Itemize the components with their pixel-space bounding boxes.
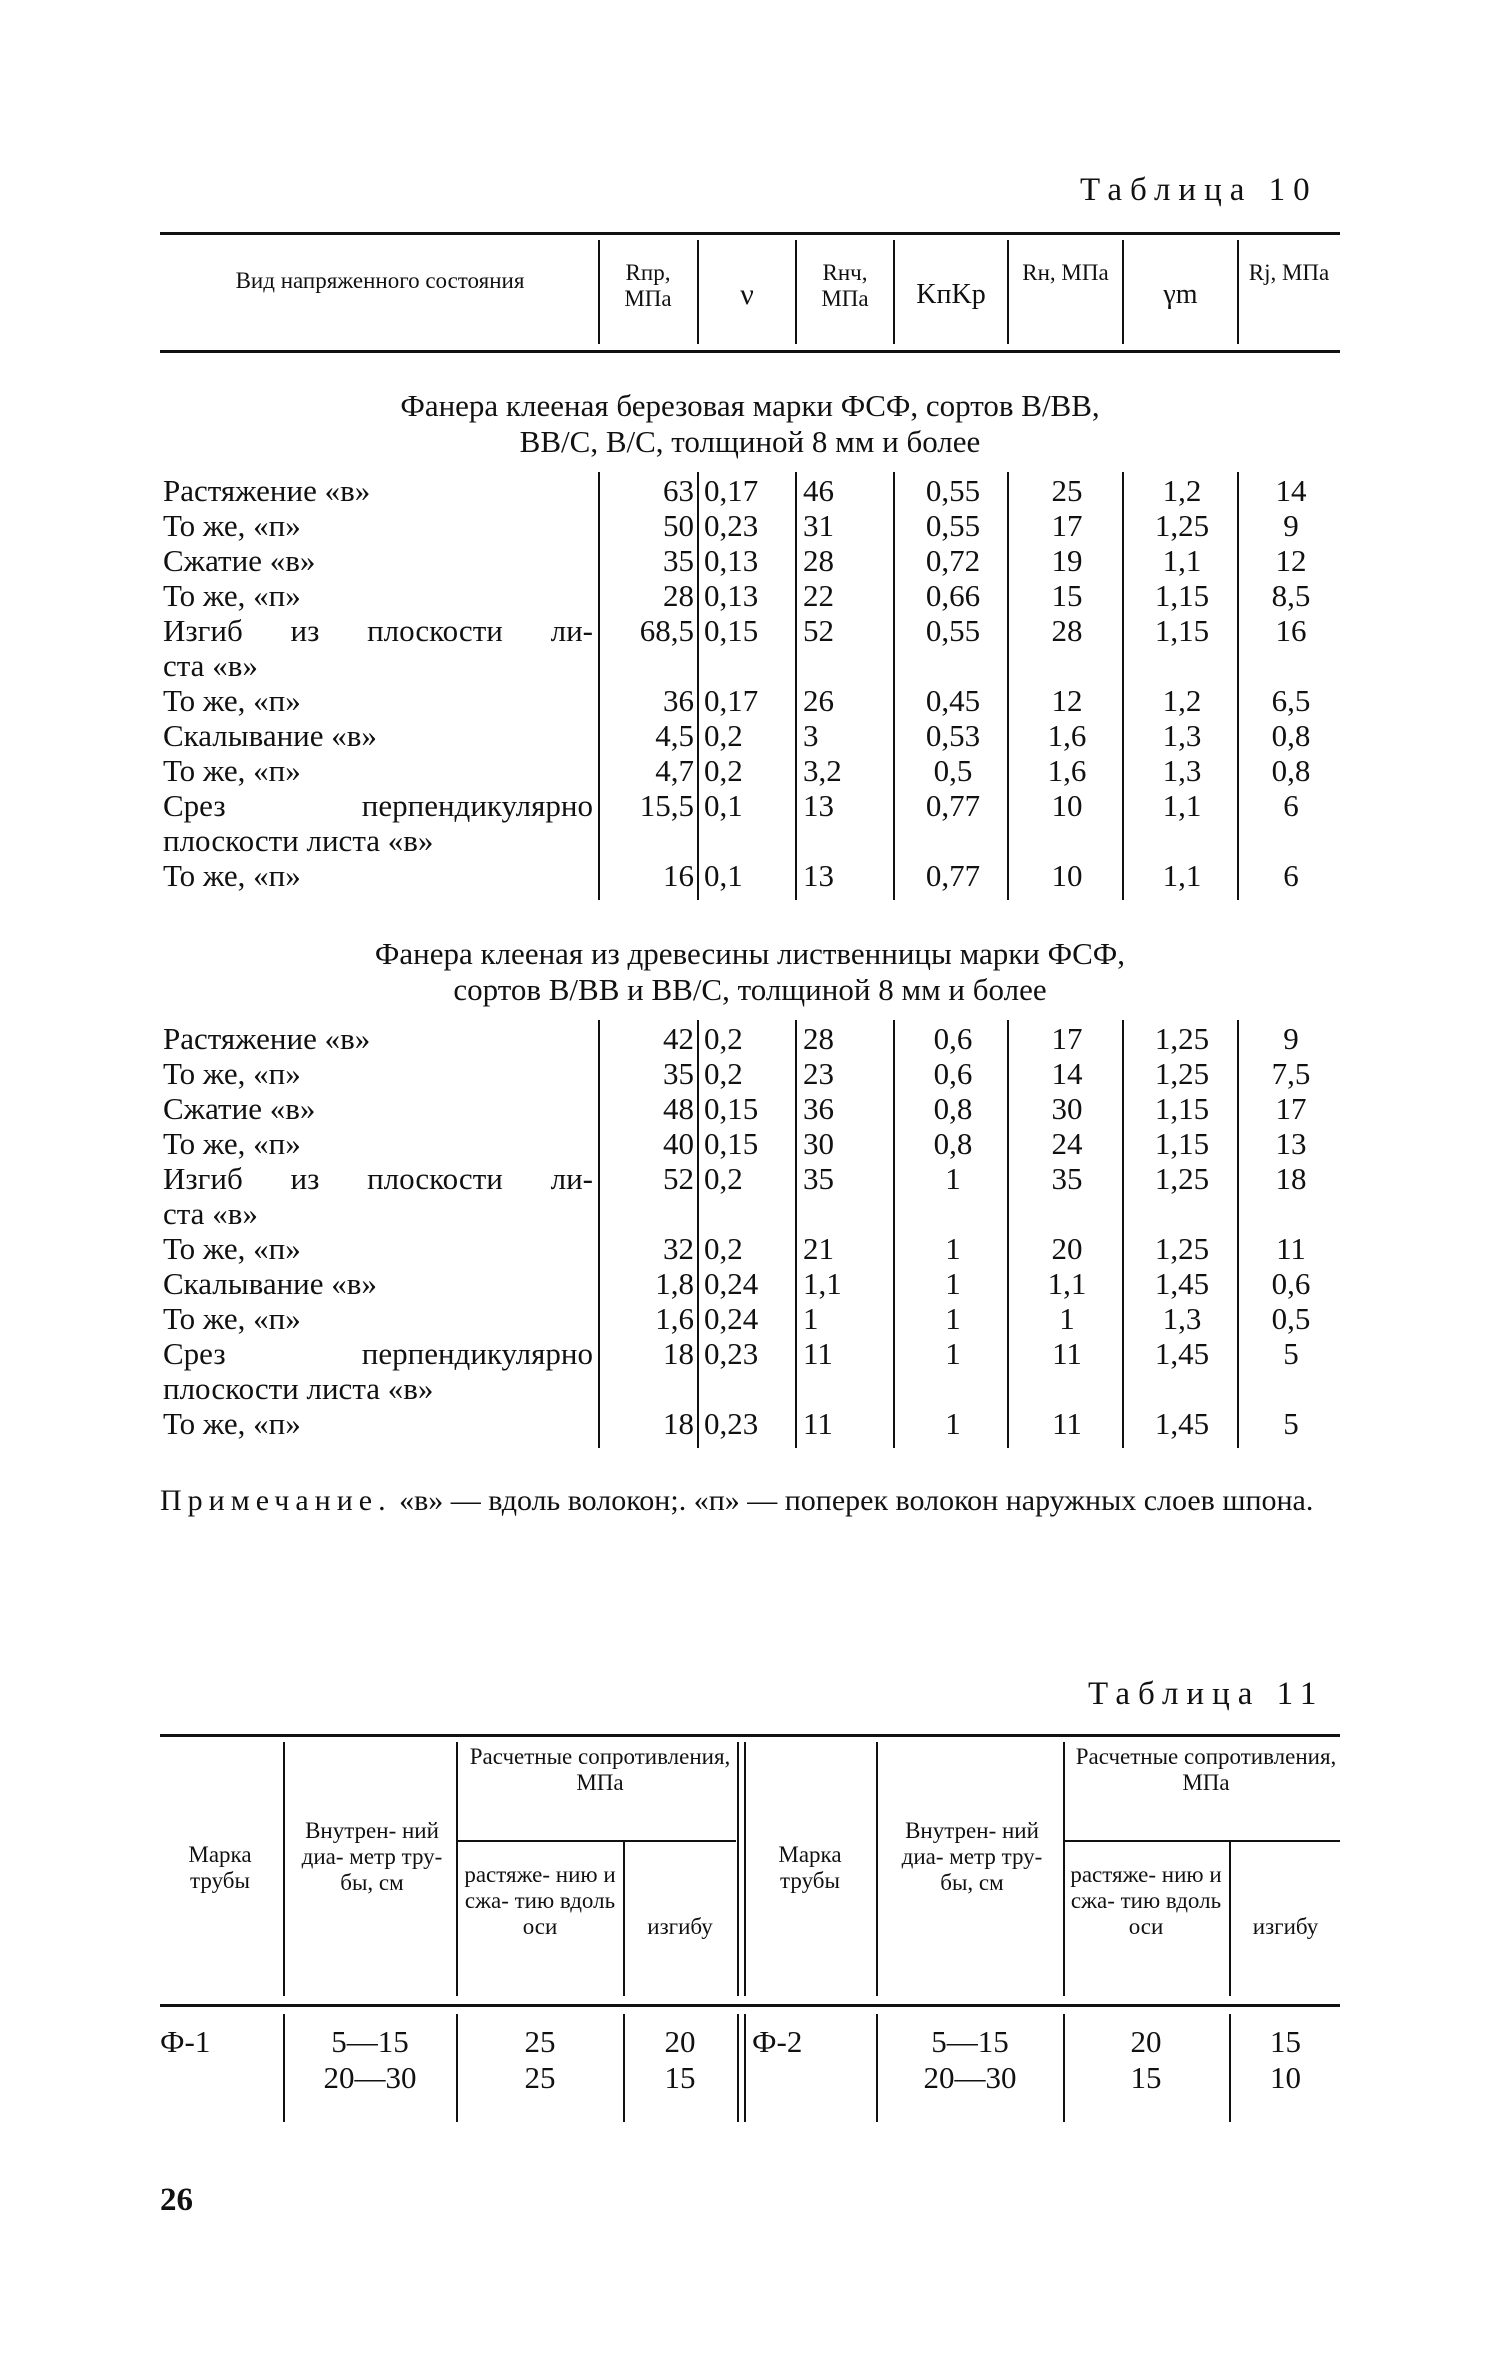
- cell-value: 1,25: [1154, 1021, 1210, 1056]
- header-separator: [1007, 240, 1009, 344]
- header-state: Вид напряженного состояния: [235, 268, 525, 293]
- row-label: Скалывание «в»: [163, 1266, 377, 1301]
- cell-value: 32: [663, 1231, 694, 1266]
- cell-value: 1,2: [1162, 473, 1202, 508]
- table11-top-rule: [160, 1734, 1340, 1737]
- cell-value: 1,1: [1162, 543, 1202, 578]
- table-row: [163, 474, 1343, 508]
- note-text: «в» — вдоль волокон;. «п» — поперек волокон наружных слоев шпона.: [399, 1484, 1314, 1517]
- cell-value: 1,3: [1162, 1301, 1202, 1336]
- table-row: [163, 579, 1343, 613]
- cell-value: 10: [1051, 858, 1083, 893]
- row-label: Сжатие «в»: [163, 543, 316, 578]
- cell-value: 13: [803, 788, 834, 823]
- cell-value: 0,15: [704, 613, 759, 648]
- cell-value: 3: [803, 718, 819, 753]
- cell-value: 0,23: [704, 1406, 759, 1441]
- cell-value: 0,77: [925, 788, 981, 823]
- header-separator: [876, 1742, 878, 1996]
- cell-value: 1,45: [1154, 1336, 1210, 1371]
- cell-value: 0,6: [1271, 1266, 1311, 1301]
- cell-value: 18: [663, 1336, 694, 1371]
- center-double-rule: [737, 2014, 746, 2122]
- row-label: ста «в»: [163, 648, 258, 683]
- row-label: Срез перпендикулярно: [163, 788, 593, 823]
- cell-value: 31: [803, 508, 834, 543]
- cell-value: 28: [803, 1021, 834, 1056]
- row-label: Изгиб из плоскости ли-: [163, 613, 593, 648]
- cell-value: 40: [663, 1126, 694, 1161]
- cell-value: 1: [945, 1266, 961, 1301]
- cell-value: 25: [1051, 473, 1083, 508]
- table-row: [163, 859, 1343, 893]
- row-label: То же, «п»: [163, 578, 301, 613]
- cell-value: 0,53: [925, 718, 981, 753]
- cell-value: 1,1: [1162, 858, 1202, 893]
- cell-value: 0,6: [933, 1056, 973, 1091]
- header-separator: [1237, 240, 1239, 344]
- header-r-ch: Rнч, МПа: [821, 260, 869, 311]
- header-tension: растяже- нию и сжа- тию вдоль оси: [1070, 1862, 1222, 1939]
- cell-value: 0,13: [704, 578, 759, 613]
- header-r-pr: Rпр, МПа: [624, 260, 672, 311]
- cell-value: 4,5: [655, 718, 694, 753]
- cell-value: 4,7: [655, 753, 694, 788]
- cell-value: 6: [1283, 858, 1299, 893]
- cell-value: 5: [1283, 1336, 1299, 1371]
- cell-value: 5: [1283, 1406, 1299, 1441]
- cell-value: 1,1: [1162, 788, 1202, 823]
- cell-value: 1: [945, 1336, 961, 1371]
- cell-value: 0,15: [704, 1091, 759, 1126]
- cell-value: 1,3: [1162, 718, 1202, 753]
- cell-value: 0,23: [704, 1336, 759, 1371]
- table-row: [163, 1127, 1343, 1161]
- cell-value: 0,2: [704, 1056, 743, 1091]
- cell-value: 0,2: [704, 1231, 743, 1266]
- cell-value: 6,5: [1271, 683, 1311, 718]
- cell-value: 3,2: [803, 753, 842, 788]
- cell-value: 0,24: [704, 1301, 759, 1336]
- cell-value: 0,2: [704, 1161, 743, 1196]
- row-label: То же, «п»: [163, 683, 301, 718]
- cell-value: 35: [663, 543, 694, 578]
- table-row: [163, 614, 1343, 648]
- table-row: [163, 509, 1343, 543]
- cell-value: 0,8: [1271, 718, 1311, 753]
- cell-value: 1,2: [1162, 683, 1202, 718]
- table10-header-rule: [160, 350, 1340, 353]
- header-bending: изгибу: [1252, 1914, 1319, 1939]
- row-label-continuation: [163, 824, 593, 858]
- cell-value: 0,8: [933, 1126, 973, 1161]
- cell-value: 13: [803, 858, 834, 893]
- header-group: Расчетные сопротивления, МПа: [1075, 1744, 1337, 1795]
- cell-value: 48: [663, 1091, 694, 1126]
- header-mark: Марка трубы: [778, 1842, 842, 1893]
- pipe-mark: Ф-1: [160, 2024, 211, 2059]
- cell-value: 0,2: [704, 1021, 743, 1056]
- table-row: [163, 754, 1343, 788]
- cell-value: 1,25: [1154, 508, 1210, 543]
- cell-value: 26: [803, 683, 834, 718]
- row-label-continuation: [163, 649, 593, 683]
- header-group: Расчетные сопротивления, МПа: [469, 1744, 731, 1795]
- cell-value: 0,72: [925, 543, 981, 578]
- cell-value: 0,5: [933, 753, 973, 788]
- cell-value: 0,55: [925, 613, 981, 648]
- cell-value: 15,5: [639, 788, 694, 823]
- row-label: ста «в»: [163, 1196, 258, 1231]
- page-number: 26: [160, 2182, 193, 2218]
- cell-value: 0,77: [925, 858, 981, 893]
- cell-value: 9: [1283, 508, 1299, 543]
- tension-value: 25: [524, 2024, 556, 2059]
- cell-value: 1,25: [1154, 1161, 1210, 1196]
- header-r-n: Rн, МПа: [1022, 260, 1109, 285]
- cell-value: 35: [1051, 1161, 1083, 1196]
- center-double-rule: [737, 1742, 746, 1996]
- bending-value: 15: [664, 2060, 696, 2095]
- cell-value: 1: [945, 1161, 961, 1196]
- cell-value: 23: [803, 1056, 834, 1091]
- cell-value: 14: [1051, 1056, 1083, 1091]
- row-label: То же, «п»: [163, 1231, 301, 1266]
- bending-value: 15: [1270, 2024, 1301, 2059]
- cell-value: 7,5: [1271, 1056, 1311, 1091]
- table-row: [163, 1407, 1343, 1441]
- cell-value: 0,8: [1271, 753, 1311, 788]
- table10-note: [160, 1482, 1340, 1520]
- header-gamma: γm: [1163, 279, 1198, 310]
- table11-header-rule: [160, 2004, 1340, 2007]
- section-title: Фанера клееная из древесины лиственницы марки ФСФ,: [374, 936, 1126, 971]
- table-row: [163, 1162, 1343, 1196]
- header-r: Rj, МПа: [1248, 260, 1330, 285]
- cell-value: 21: [803, 1231, 834, 1266]
- diameter-value: 20—30: [923, 2060, 1017, 2095]
- section-title: ВВ/С, В/С, толщиной 8 мм и более: [519, 424, 981, 459]
- cell-value: 12: [1051, 683, 1083, 718]
- table-row: [163, 1267, 1343, 1301]
- cell-value: 1,6: [655, 1301, 694, 1336]
- cell-value: 30: [803, 1126, 834, 1161]
- diameter-value: 5—15: [931, 2024, 1009, 2059]
- cell-value: 0,17: [704, 473, 759, 508]
- cell-value: 0,5: [1271, 1301, 1311, 1336]
- cell-value: 1,6: [1047, 753, 1087, 788]
- bending-value: 10: [1270, 2060, 1301, 2095]
- section-title: Фанера клееная березовая марки ФСФ, сортов В/ВВ,: [400, 388, 1100, 423]
- cell-value: 28: [803, 543, 834, 578]
- cell-value: 11: [1052, 1406, 1082, 1441]
- cell-value: 68,5: [639, 613, 694, 648]
- cell-value: 12: [1275, 543, 1307, 578]
- row-label: плоскости листа «в»: [163, 1371, 434, 1406]
- pipe-mark: Ф-2: [752, 2024, 803, 2059]
- cell-value: 35: [663, 1056, 694, 1091]
- table-row: [163, 1057, 1343, 1091]
- cell-value: 1,15: [1154, 578, 1210, 613]
- cell-value: 11: [1052, 1336, 1082, 1371]
- cell-value: 46: [803, 473, 834, 508]
- cell-value: 0,23: [704, 508, 759, 543]
- cell-value: 1: [945, 1301, 961, 1336]
- cell-value: 1,8: [655, 1266, 694, 1301]
- cell-value: 11: [803, 1406, 833, 1441]
- table-row: [163, 684, 1343, 718]
- table-row: [163, 1092, 1343, 1126]
- table-row: [163, 719, 1343, 753]
- row-label-continuation: [163, 1372, 593, 1406]
- cell-value: 16: [663, 858, 694, 893]
- cell-value: 1: [1059, 1301, 1075, 1336]
- cell-value: 17: [1275, 1091, 1307, 1126]
- diameter-value: 20—30: [323, 2060, 417, 2095]
- cell-value: 0,17: [704, 683, 759, 718]
- row-label: То же, «п»: [163, 1056, 301, 1091]
- tension-value: 15: [1130, 2060, 1162, 2095]
- cell-value: 1,6: [1047, 718, 1087, 753]
- tension-value: 20: [1130, 2024, 1162, 2059]
- table-row: [163, 1232, 1343, 1266]
- table10-caption: Таблица 10: [1080, 172, 1318, 208]
- group-rule: [458, 1840, 736, 1842]
- row-label: То же, «п»: [163, 1301, 301, 1336]
- cell-value: 1: [803, 1301, 819, 1336]
- cell-value: 28: [1051, 613, 1083, 648]
- cell-value: 1,25: [1154, 1056, 1210, 1091]
- cell-value: 6: [1283, 788, 1299, 823]
- cell-value: 28: [663, 578, 694, 613]
- cell-value: 10: [1051, 788, 1083, 823]
- cell-value: 18: [663, 1406, 694, 1441]
- cell-value: 42: [663, 1021, 694, 1056]
- header-mark: Марка трубы: [188, 1842, 252, 1893]
- row-label: То же, «п»: [163, 858, 301, 893]
- cell-value: 30: [1051, 1091, 1083, 1126]
- cell-value: 1,15: [1154, 613, 1210, 648]
- cell-value: 14: [1275, 473, 1307, 508]
- cell-value: 0,15: [704, 1126, 759, 1161]
- cell-value: 17: [1051, 508, 1083, 543]
- cell-value: 1,1: [1047, 1266, 1087, 1301]
- cell-value: 1,1: [803, 1266, 842, 1301]
- cell-value: 52: [663, 1161, 694, 1196]
- cell-value: 20: [1051, 1231, 1083, 1266]
- diameter-value: 5—15: [331, 2024, 409, 2059]
- cell-value: 1,45: [1154, 1406, 1210, 1441]
- cell-value: 0,24: [704, 1266, 759, 1301]
- cell-value: 0,8: [933, 1091, 973, 1126]
- cell-value: 50: [663, 508, 694, 543]
- table-row: [163, 789, 1343, 823]
- cell-value: 0,55: [925, 508, 981, 543]
- row-label: Срез перпендикулярно: [163, 1336, 593, 1371]
- cell-value: 0,1: [704, 858, 743, 893]
- cell-value: 19: [1051, 543, 1083, 578]
- cell-value: 18: [1275, 1161, 1307, 1196]
- table-row: [163, 544, 1343, 578]
- row-label-continuation: [163, 1197, 593, 1231]
- cell-value: 0,1: [704, 788, 743, 823]
- cell-value: 11: [803, 1336, 833, 1371]
- cell-value: 16: [1275, 613, 1307, 648]
- cell-value: 9: [1283, 1021, 1299, 1056]
- header-kk: KпKр: [916, 279, 986, 310]
- header-tension: растяже- нию и сжа- тию вдоль оси: [464, 1862, 616, 1939]
- cell-value: 11: [1276, 1231, 1306, 1266]
- header-diameter: Внутрен- ний диа- метр тру- бы, см: [901, 1818, 1043, 1895]
- cell-value: 0,6: [933, 1021, 973, 1056]
- cell-value: 1: [945, 1231, 961, 1266]
- tension-value: 25: [524, 2060, 556, 2095]
- table11-caption: Таблица 11: [1088, 1676, 1325, 1712]
- cell-value: 0,2: [704, 753, 743, 788]
- cell-value: 1,15: [1154, 1091, 1210, 1126]
- cell-value: 0,45: [925, 683, 981, 718]
- table10-top-rule: [160, 232, 1340, 235]
- row-label: То же, «п»: [163, 753, 301, 788]
- header-separator: [283, 1742, 285, 1996]
- note-label: Примечание.: [160, 1484, 392, 1517]
- row-label: плоскости листа «в»: [163, 823, 434, 858]
- cell-value: 52: [803, 613, 834, 648]
- cell-value: 8,5: [1271, 578, 1311, 613]
- cell-value: 0,55: [925, 473, 981, 508]
- cell-value: 17: [1051, 1021, 1083, 1056]
- bending-value: 20: [664, 2024, 696, 2059]
- cell-value: 24: [1051, 1126, 1083, 1161]
- cell-value: 1,25: [1154, 1231, 1210, 1266]
- group-rule: [1065, 1840, 1340, 1842]
- cell-value: 0,13: [704, 543, 759, 578]
- cell-value: 36: [663, 683, 694, 718]
- row-label: То же, «п»: [163, 508, 301, 543]
- row-label: Изгиб из плоскости ли-: [163, 1161, 593, 1196]
- cell-value: 36: [803, 1091, 834, 1126]
- cell-value: 0,2: [704, 718, 743, 753]
- row-label: Растяжение «в»: [163, 1021, 371, 1056]
- cell-value: 22: [803, 578, 834, 613]
- header-nu: ν: [740, 278, 754, 311]
- table-row: [163, 1302, 1343, 1336]
- row-label: Скалывание «в»: [163, 718, 377, 753]
- cell-value: 63: [663, 473, 694, 508]
- table-row: [163, 1337, 1343, 1371]
- cell-value: 15: [1051, 578, 1083, 613]
- cell-value: 13: [1275, 1126, 1307, 1161]
- cell-value: 0,66: [925, 578, 981, 613]
- table-row: [163, 1022, 1343, 1056]
- section-title: сортов В/ВВ и ВВ/С, толщиной 8 мм и более: [453, 972, 1047, 1007]
- cell-value: 35: [803, 1161, 834, 1196]
- header-bending: изгибу: [647, 1914, 713, 1939]
- cell-value: 1: [945, 1406, 961, 1441]
- row-label: То же, «п»: [163, 1126, 301, 1161]
- cell-value: 1,45: [1154, 1266, 1210, 1301]
- cell-value: 1,15: [1154, 1126, 1210, 1161]
- row-label: Сжатие «в»: [163, 1091, 316, 1126]
- header-diameter: Внутрен- ний диа- метр тру- бы, см: [301, 1818, 443, 1895]
- cell-value: 1,3: [1162, 753, 1202, 788]
- row-label: То же, «п»: [163, 1406, 301, 1441]
- row-label: Растяжение «в»: [163, 473, 371, 508]
